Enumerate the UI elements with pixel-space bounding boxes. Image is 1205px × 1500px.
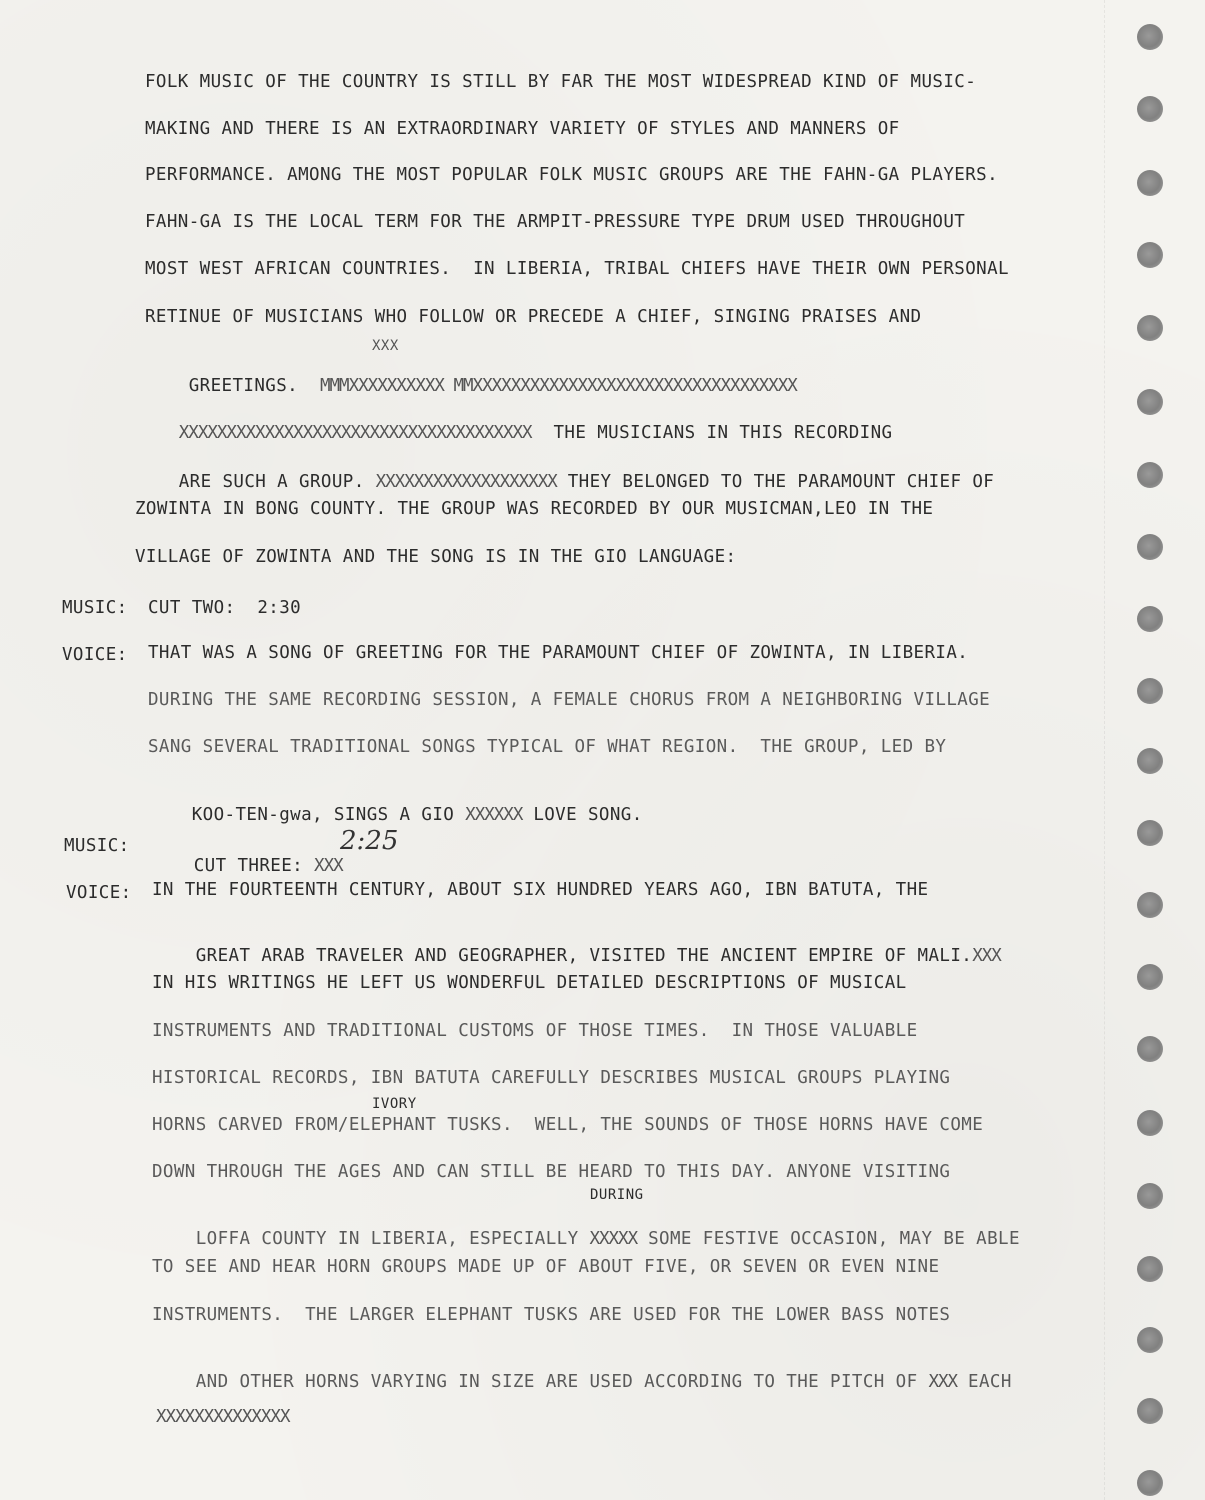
perforation-hole: [1137, 820, 1163, 846]
perforation-hole: [1137, 892, 1163, 918]
text-line: IN THE FOURTEENTH CENTURY, ABOUT SIX HUNDRED YEARS AGO, IBN BATUTA, THE: [152, 880, 929, 900]
text-line: DURING THE SAME RECORDING SESSION, A FEMALE CHORUS FROM A NEIGHBORING VILLAGE: [148, 690, 991, 710]
perforation-hole: [1137, 1327, 1163, 1353]
line-text: THE MUSICIANS IN THIS RECORDING: [553, 423, 893, 443]
line-text: KOO-TEN-gwa, SINGS A GIO: [191, 805, 455, 825]
struck-insert: XXX: [372, 338, 399, 354]
line-text: GREAT ARAB TRAVELER AND GEOGRAPHER, VISITED THE ANCIENT EMPIRE OF MALI.: [195, 946, 973, 966]
text-line: FAHN-GA IS THE LOCAL TERM FOR THE ARMPIT-PRESSURE TYPE DRUM USED THROUGHOUT: [145, 212, 966, 232]
line-text: EACH: [968, 1372, 1012, 1392]
text-line: DOWN THROUGH THE AGES AND CAN STILL BE HEARD TO THIS DAY. ANYONE VISITING: [152, 1162, 951, 1182]
music-label: MUSIC:: [64, 836, 130, 856]
perforation-hole: [1137, 1110, 1163, 1136]
struck-out-text: XXXXX: [589, 1229, 638, 1249]
music-cue: CUT TWO: 2:30: [148, 598, 302, 618]
voice-label: VOICE:: [62, 645, 128, 665]
perforation-hole: [1137, 242, 1163, 268]
struck-out-text: XXX: [928, 1372, 958, 1392]
text-line: VILLAGE OF ZOWINTA AND THE SONG IS IN THE GIO LANGUAGE:: [135, 547, 737, 567]
text-line: RETINUE OF MUSICIANS WHO FOLLOW OR PRECEDE A CHIEF, SINGING PRAISES AND: [145, 307, 922, 327]
struck-out-text: XXXXXXXXXXXXXXXXXXXXXXXXXXXXXXXXXXXXX: [178, 423, 532, 443]
text-line: HISTORICAL RECORDS, IBN BATUTA CAREFULLY DESCRIBES MUSICAL GROUPS PLAYING: [152, 1068, 951, 1088]
text-line: IN HIS WRITINGS HE LEFT US WONDERFUL DETAILED DESCRIPTIONS OF MUSICAL: [152, 973, 907, 993]
text-line: SANG SEVERAL TRADITIONAL SONGS TYPICAL OF WHAT REGION. THE GROUP, LED BY: [148, 737, 947, 757]
perforation-hole: [1137, 462, 1163, 488]
line-text: GREETINGS.: [188, 376, 299, 396]
line-text: THEY BELONGED TO THE PARAMOUNT CHIEF OF: [567, 472, 995, 492]
text-line: MAKING AND THERE IS AN EXTRAORDINARY VARIETY OF STYLES AND MANNERS OF: [145, 119, 900, 139]
perforation-hole: [1137, 315, 1163, 341]
struck-out-text: XXX: [314, 856, 343, 876]
line-text: SOME FESTIVE OCCASION, MAY BE ABLE: [648, 1229, 1020, 1249]
inserted-word: IVORY: [372, 1096, 417, 1112]
tractor-feed-strip: [1104, 0, 1205, 1500]
text-line: TO SEE AND HEAR HORN GROUPS MADE UP OF ABOUT FIVE, OR SEVEN OR EVEN NINE: [152, 1257, 940, 1277]
text-line: INSTRUMENTS. THE LARGER ELEPHANT TUSKS ARE USED FOR THE LOWER BASS NOTES: [152, 1305, 951, 1325]
perforation-hole: [1137, 1256, 1163, 1282]
struck-out-text: XXX: [972, 946, 1001, 966]
text-line: HORNS CARVED FROM/ELEPHANT TUSKS. WELL, THE SOUNDS OF THOSE HORNS HAVE COME: [152, 1115, 984, 1135]
struck-out-text: MMMXXXXXXXXXX MMXXXXXXXXXXXXXXXXXXXXXXXXXXXXXXXXXX: [319, 376, 797, 396]
line-text: ARE SUCH A GROUP.: [178, 472, 365, 492]
line-text: CUT THREE:: [193, 856, 304, 876]
line-text: AND OTHER HORNS VARYING IN SIZE ARE USED ACCORDING TO THE PITCH OF: [195, 1372, 918, 1392]
perforation-hole: [1137, 534, 1163, 560]
perforation-hole: [1137, 389, 1163, 415]
line-text: LOVE SONG.: [533, 805, 643, 825]
text-line: FOLK MUSIC OF THE COUNTRY IS STILL BY FAR THE MOST WIDESPREAD KIND OF MUSIC-: [145, 72, 977, 92]
perforation-hole: [1137, 1470, 1163, 1496]
text-line: MOST WEST AFRICAN COUNTRIES. IN LIBERIA, TRIBAL CHIEFS HAVE THEIR OWN PERSONAL: [145, 259, 1009, 279]
perforation-hole: [1137, 1398, 1163, 1424]
struck-out-text: XXXXXXXXXXXXXXXXXXX: [375, 472, 557, 492]
struck-out-text: XXXXXX: [465, 805, 523, 825]
text-line: INSTRUMENTS AND TRADITIONAL CUSTOMS OF THOSE TIMES. IN THOSE VALUABLE: [152, 1021, 918, 1041]
line-text: LOFFA COUNTY IN LIBERIA, ESPECIALLY: [195, 1229, 579, 1249]
perforation-hole: [1137, 1036, 1163, 1062]
perforation-hole: [1137, 170, 1163, 196]
perforation-hole: [1137, 678, 1163, 704]
text-line: [152, 1352, 1012, 1412]
inserted-word: DURING: [590, 1187, 644, 1203]
voice-label: VOICE:: [66, 883, 132, 903]
struck-out-text: XXXXXXXXXXXXXX: [156, 1407, 290, 1427]
text-line: THAT WAS A SONG OF GREETING FOR THE PARAMOUNT CHIEF OF ZOWINTA, IN LIBERIA.: [148, 643, 969, 663]
handwritten-duration: 2:25: [340, 826, 399, 856]
perforation-hole: [1137, 96, 1163, 122]
perforation-hole: [1137, 24, 1163, 50]
perforation-hole: [1137, 748, 1163, 774]
perforation-hole: [1137, 1183, 1163, 1209]
music-label: MUSIC:: [62, 598, 128, 618]
perforation-hole: [1137, 964, 1163, 990]
text-line: ZOWINTA IN BONG COUNTY. THE GROUP WAS RECORDED BY OUR MUSICMAN,LEO IN THE: [135, 499, 934, 519]
perforation-hole: [1137, 606, 1163, 632]
text-line: PERFORMANCE. AMONG THE MOST POPULAR FOLK MUSIC GROUPS ARE THE FAHN-GA PLAYERS.: [145, 165, 998, 185]
